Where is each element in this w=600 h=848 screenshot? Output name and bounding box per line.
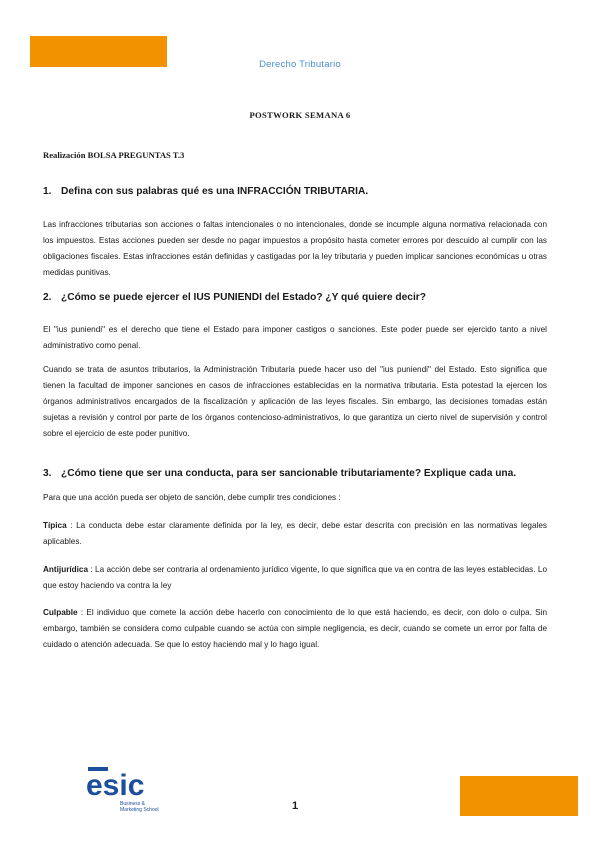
answer-paragraph: Las infracciones tributarias son acciones o faltas intencionales o no intencionales, donde se incumple alguna normativa relacionada con los impuestos. Estas acciones pueden ser desde no pagar impuestos a propósito hasta cometer errores por descuido al cumplir con las obligaciones fiscales. Estas infracciones están definidas y castigadas por la ley tributaria y pueden implicar sanciones económicas u otras medidas punitivas.	[43, 220, 547, 277]
document-title: POSTWORK SEMANA 6	[249, 110, 351, 120]
logo-line-1: Business &	[120, 801, 146, 807]
esic-logo	[86, 765, 196, 815]
condition-culpable: Culpable : El individuo que comete la acción debe hacerlo con conocimiento de lo que está haciendo, es decir, con dolo o culpa. Sin embargo, también se considera como culpable cuando se actúa con simple negligencia, es decir, cuando se comete un error por falta de cuidado o atención adecuada. Se que lo estoy haciendo mal y lo hago igual.	[43, 608, 548, 649]
question-number: 2.	[43, 292, 52, 303]
logo-line-2: Marketing School	[120, 807, 159, 813]
condition-text: La acción debe ser contraria al ordenamiento jurídico vigente, lo que significa que va en contra de las leyes establecidas. Lo que estoy haciendo va contra la ley	[43, 565, 547, 590]
condition-text: La conducta debe estar claramente definida por la ley, es decir, debe estar descrita con precisión en las normativas legales aplicables.	[43, 521, 547, 546]
question-number: 3.	[43, 468, 52, 479]
question-2-heading	[43, 292, 563, 303]
question-text: ¿Cómo tiene que ser una conducta, para ser sancionable tributariamente? Explique cada una.	[61, 468, 517, 479]
condition-antijuridica: Antijurídica : La acción debe ser contraria al ordenamiento jurídico vigente, lo que significa que va en contra de las leyes establecidas. Lo que estoy haciendo va contra la ley	[43, 565, 547, 590]
answer-paragraph: El "ius puniendi" es el derecho que tiene el Estado para imponer castigos o sanciones. Este poder puede ser ejercido tanto a nivel administrativo como penal.	[43, 325, 547, 350]
conditions-intro: Para que una acción pueda ser objeto de sanción, debe cumplir tres condiciones :	[43, 493, 341, 502]
question-text: ¿Cómo se puede ejercer el IUS PUNIENDI del Estado? ¿Y qué quiere decir?	[61, 292, 426, 303]
question-number: 1.	[43, 186, 52, 197]
question-1-heading	[43, 186, 563, 197]
condition-term: Culpable	[43, 608, 78, 617]
condition-text: El individuo que comete la acción debe hacerlo con conocimiento de lo que está haciendo, es decir, con dolo o culpa. Sin embargo, también se considera como culpable cuando se actúa con simple negligencia, es decir, cuando se comete un error por falta de cuidado o atención adecuada. Se que lo estoy haciendo mal y lo hago igual.	[43, 608, 548, 649]
question-text: Defina con sus palabras qué es una INFRACCIÓN TRIBUTARIA.	[61, 186, 369, 197]
header-title: Derecho Tributario	[259, 59, 341, 70]
bottom-accent-bar	[460, 776, 578, 816]
logo-wordmark: esic	[86, 769, 145, 802]
page-number: 1	[292, 800, 299, 812]
answer-paragraph: Cuando se trata de asuntos tributarios, la Administración Tributaria puede hacer uso del "ius puniendi" del Estado. Esto significa que tienen la facultad de imponer sanciones en casos de infracciones establecidas en la normativa tributaria. Esta potestad la ejercen los órganos administrativos encargados de la fiscalización y aplicación de las leyes fiscales. Sin embargo, las decisiones tomadas están sujetas a revisión y control por parte de los órganos contencioso-administrativos, lo que garantiza un cierto nivel de supervisión y control sobre el ejercicio de este poder punitivo.	[43, 365, 547, 438]
document-subtitle: Realización BOLSA PREGUNTAS T.3	[43, 150, 185, 160]
condition-tipica: Típica : La conducta debe estar claramente definida por la ley, es decir, debe estar descrita con precisión en las normativas legales aplicables.	[43, 521, 547, 546]
condition-term: Típica	[43, 521, 67, 530]
condition-term: Antijurídica	[43, 565, 89, 574]
question-3-heading	[43, 468, 563, 479]
